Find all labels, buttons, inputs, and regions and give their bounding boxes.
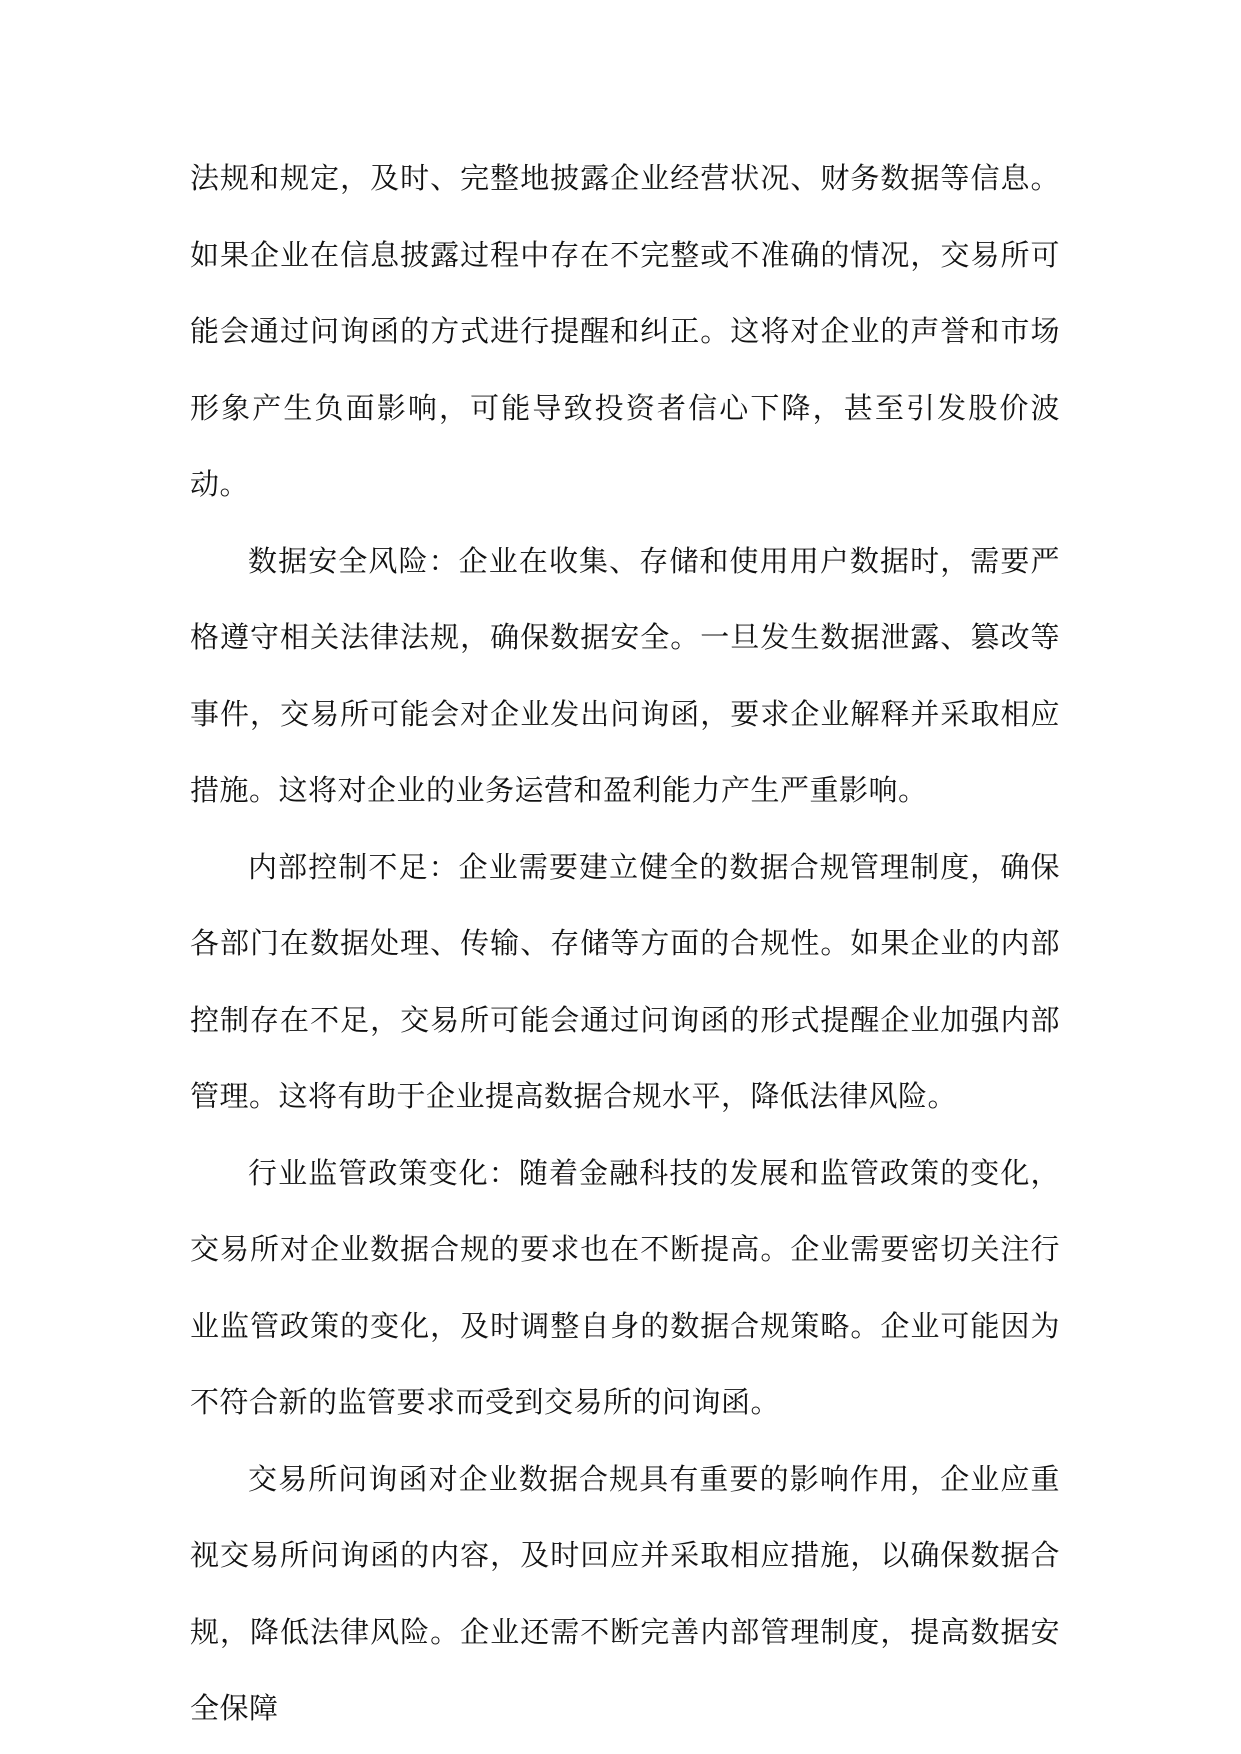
document-body [190, 140, 1060, 1747]
paragraph-disclosure-continued: 法规和规定，及时、完整地披露企业经营状况、财务数据等信息。如果企业在信息披露过程中存在不完整或不准确的情况，交易所可能会通过问询函的方式进行提醒和纠正。这将对企业的声誉和市场形象产生负面影响，可能导致投资者信心下降，甚至引发股价波动。 [190, 161, 1060, 501]
paragraph-regulatory-change: 行业监管政策变化：随着金融科技的发展和监管政策的变化，交易所对企业数据合规的要求也在不断提高。企业需要密切关注行业监管政策的变化，及时调整自身的数据合规策略。企业可能因为不符合新的监管要求而受到交易所的问询函。 [190, 1155, 1060, 1419]
paragraph-conclusion: 交易所问询函对企业数据合规具有重要的影响作用，企业应重视交易所问询函的内容，及时回应并采取相应措施，以确保数据合规，降低法律风险。企业还需不断完善内部管理制度，提高数据安全保障 [190, 1461, 1060, 1725]
paragraph-internal-control: 内部控制不足：企业需要建立健全的数据合规管理制度，确保各部门在数据处理、传输、存储等方面的合规性。如果企业的内部控制存在不足，交易所可能会通过问询函的形式提醒企业加强内部管理。这将有助于企业提高数据合规水平，降低法律风险。 [190, 849, 1060, 1113]
paragraph-data-security-risk: 数据安全风险：企业在收集、存储和使用用户数据时，需要严格遵守相关法律法规，确保数据安全。一旦发生数据泄露、篡改等事件，交易所可能会对企业发出问询函，要求企业解释并采取相应措施。这将对企业的业务运营和盈利能力产生严重影响。 [190, 543, 1060, 807]
